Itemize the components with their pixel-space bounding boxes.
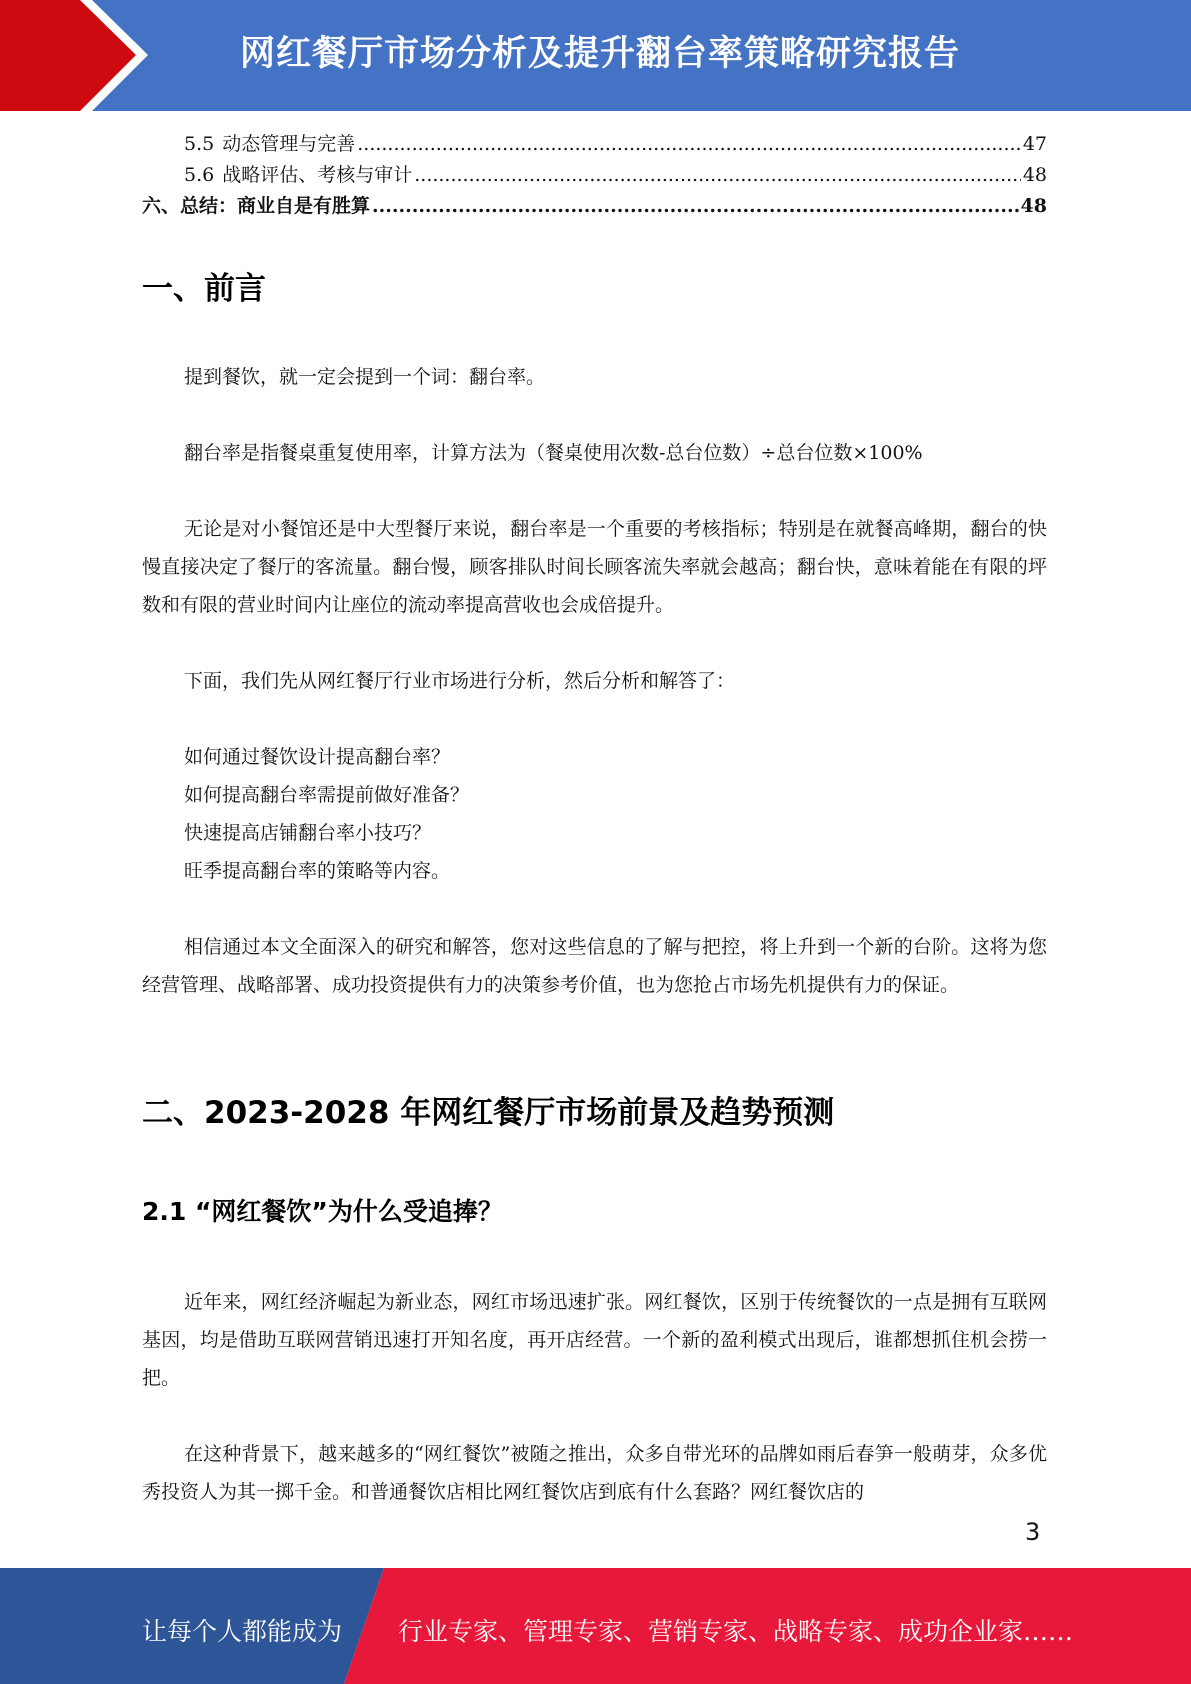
toc-entry-page: 47 <box>1022 133 1047 155</box>
toc-entry[interactable] <box>142 160 1047 191</box>
footer-slogan-left: 让每个人都能成为 <box>142 1617 343 1646</box>
paragraph: 在这种背景下，越来越多的“网红餐饮”被随之推出，众多自带光环的品牌如雨后春笋一般萌芽，众多优秀投资人为其一掷千金。和普通餐饮店相比网红餐饮店到底有什么套路？网红餐饮店的 <box>142 1443 1047 1503</box>
toc-entry[interactable] <box>142 191 1047 222</box>
paragraph: 下面，我们先从网红餐厅行业市场进行分析，然后分析和解答了： <box>184 670 736 692</box>
question-item: 如何通过餐饮设计提高翻台率？ <box>184 746 451 768</box>
paragraph: 相信通过本文全面深入的研究和解答，您对这些信息的了解与把控，将上升到一个新的台阶。这将为您经营管理、战略部署、成功投资提供有力的决策参考价值，也为您抢占市场先机提供有力的保证。 <box>142 936 1047 996</box>
report-title: 网红餐厅市场分析及提升翻台率策略研究报告 <box>240 34 961 74</box>
paragraph: 翻台率是指餐桌重复使用率，计算方法为（餐桌使用次数-总台位数）÷总台位数×100% <box>184 442 923 464</box>
toc-entry-label: 动态管理与完善 <box>222 133 356 155</box>
page-number: 3 <box>1025 1518 1041 1546</box>
question-item: 旺季提高翻台率的策略等内容。 <box>184 860 451 882</box>
toc-entry[interactable] <box>142 129 1047 160</box>
question-item: 快速提高店铺翻台率小技巧？ <box>184 822 432 844</box>
table-of-contents <box>142 129 1047 222</box>
toc-dot-leader <box>357 129 1021 160</box>
toc-entry-page: 48 <box>1022 164 1047 186</box>
toc-entry-number: 5.5 <box>184 133 215 155</box>
toc-entry-number: 5.6 <box>184 164 215 186</box>
paragraph: 提到餐饮，就一定会提到一个词：翻台率。 <box>184 366 546 388</box>
footer-slogan-right: 行业专家、管理专家、营销专家、战略专家、成功企业家…… <box>398 1617 1074 1646</box>
paragraph: 无论是对小餐馆还是中大型餐厅来说，翻台率是一个重要的考核指标；特别是在就餐高峰期，翻台的快慢直接决定了餐厅的客流量。翻台慢，顾客排队时间长顾客流失率就会越高；翻台快，意味着能在有限的坪数和有限的营业时间内让座位的流动率提高营收也会成倍提升。 <box>142 518 1047 616</box>
paragraph: 近年来，网红经济崛起为新业态，网红市场迅速扩张。网红餐饮，区别于传统餐饮的一点是拥有互联网基因，均是借助互联网营销迅速打开知名度，再开店经营。一个新的盈利模式出现后，谁都想抓住机会捞一把。 <box>142 1291 1047 1389</box>
subsection-heading: 2.1 “网红餐饮”为什么受追捧？ <box>142 1197 503 1226</box>
section-heading-forecast: 二、2023-2028 年网红餐厅市场前景及趋势预测 <box>142 1095 835 1131</box>
question-item: 如何提高翻台率需提前做好准备？ <box>184 784 470 806</box>
toc-entry-label: 战略评估、考核与审计 <box>222 164 413 186</box>
toc-dot-leader <box>414 160 1021 191</box>
header-bar <box>0 0 1191 111</box>
toc-entry-page: 48 <box>1020 195 1047 217</box>
header-ribbon-graphic <box>0 0 160 111</box>
toc-entry-label: 六、总结：商业自是有胜算 <box>142 195 371 217</box>
section-heading-preface: 一、前言 <box>142 271 266 307</box>
toc-dot-leader <box>372 191 1019 222</box>
